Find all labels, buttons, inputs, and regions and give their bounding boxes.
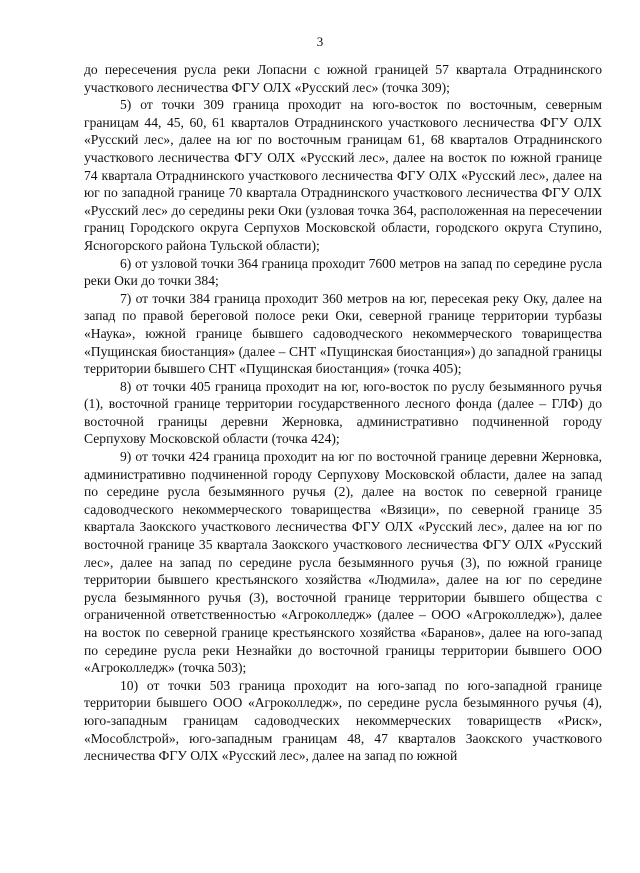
paragraph-item-7: 7) от точки 384 граница проходит 360 метров на юг, пересекая реку Оку, далее на запад по правой береговой полосе реки Оки, северной границе территории турбазы «Наука», южной границе бывшего садоводческого некоммерческого товарищества «Пущинская биостанция» (далее – СНТ «Пущинская биостанция») до западной границы территории бывшего СНТ «Пущинская биостанция» (точка 405); [84,290,602,377]
paragraph-item-10: 10) от точки 503 граница проходит на юго-запад по юго-западной границе территории бывшего ООО «Агроколледж», по середине русла безымянного ручья (4), юго-западным границам садоводческих некоммерческих товариществ «Риск», «Мособлстрой», юго-западным границам 48, 47 кварталов Заокского участкового лесничества ФГУ ОЛХ «Русский лес», далее на запад по южной [84,677,602,764]
paragraph-item-8: 8) от точки 405 граница проходит на юг, юго-восток по руслу безымянного ручья (1), восточной границе территории государственного лесного фонда (далее – ГЛФ) до восточной границы деревни Жерновка, административно подчиненной городу Серпухову Московской области (точка 424); [84,378,602,447]
paragraph-continuation: до пересечения русла реки Лопасни с южной границей 57 квартала Отраднинского участкового лесничества ФГУ ОЛХ «Русский лес» (точка 309); [84,62,602,95]
paragraph-item-6: 6) от узловой точки 364 граница проходит 7600 метров на запад по середине русла реки Оки до точки 384; [84,255,602,289]
paragraph-item-9: 9) от точки 424 граница проходит на юг по восточной границе деревни Жерновка, административно подчиненной городу Серпухову Московской области, далее на запад по середине русла безымянного ручья (2), далее на восток по северной границе садоводческого некоммерческого товарищества «Вязици», по северной границе 35 квартала Заокского участкового лесничества ФГУ ОЛХ «Русский лес», далее на юг по восточной границе 35 квартала Заокского участкового лесничества ФГУ ОЛХ «Русский лес», далее на запад по середине русла безымянного ручья (3), по южной границе территории бывшего крестьянского хозяйства «Людмила», далее на юг по середине русла безымянного ручья (3), восточной границе территории бывшего общества с ограниченной ответственностью «Агроколледж» (далее – ООО «Агроколледж»), далее на восток по северной границе крестьянского хозяйства «Баранов», далее на юго-запад по середине русла реки Незнайки до восточной границы территории бывшего ООО «Агроколледж» (точка 503); [84,449,602,676]
paragraph-item-5: 5) от точки 309 граница проходит на юго-восток по восточным, северным границам 44, 45, 60, 61 кварталов Отраднинского участкового лесничества ФГУ ОЛХ «Русский лес», далее на юг по восточным границам 61, 68 кварталов Отраднинского участкового лесничества ФГУ ОЛХ «Русский лес», далее на восток по южной границе 74 квартала Отраднинского участкового лесничества ФГУ ОЛХ «Русский лес», далее на юг по западной границе 70 квартала Отраднинского участкового лесничества ФГУ ОЛХ «Русский лес» до середины реки Оки (узловая точка 364, расположенная на пересечении границ Городского округа Серпухов Московской области, городского округа Ступино, Ясногорского района Тульской области); [84,97,602,253]
document-body [84,61,602,765]
page-number: 3 [316,34,324,49]
